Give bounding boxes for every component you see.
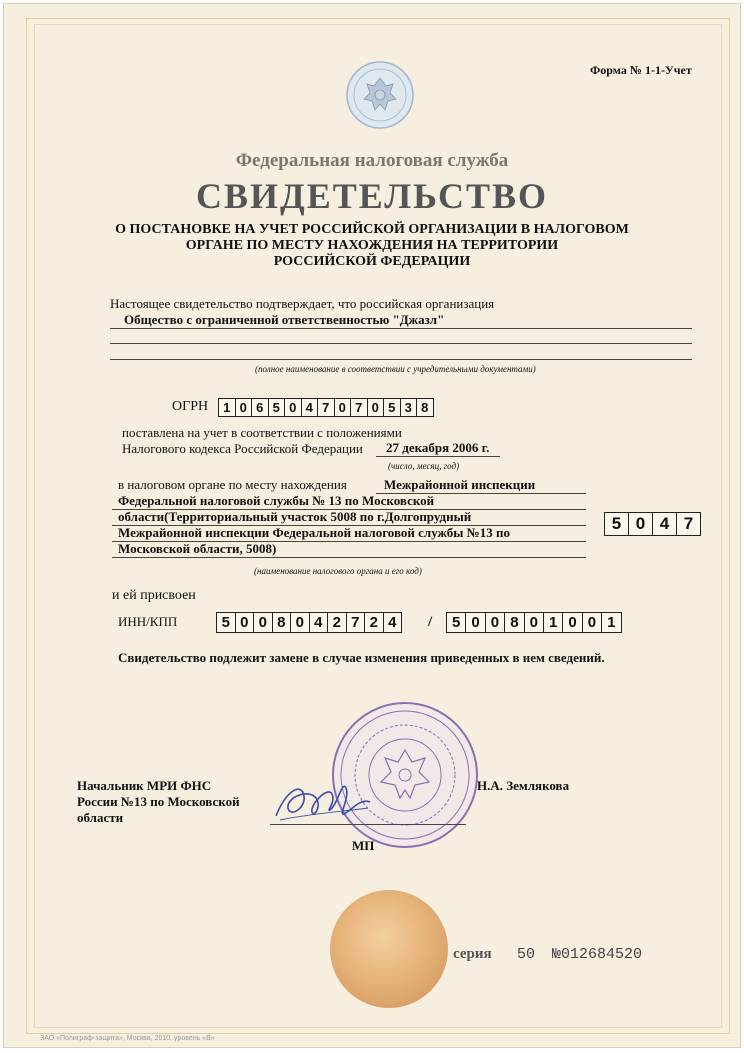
- inn-digit: 2: [328, 613, 347, 632]
- ogrn-digit: 8: [421, 400, 429, 415]
- inn-digit: 8: [273, 613, 292, 632]
- inn-digit: 0: [236, 613, 255, 632]
- series-label: серия: [453, 946, 492, 962]
- tax-organ-line-1: Межрайонной инспекции: [384, 477, 536, 492]
- handwritten-signature: [268, 768, 378, 830]
- underline: [110, 328, 692, 329]
- tax-organ-line-4: Межрайонной инспекции Федеральной налоговой службы №13 по: [118, 525, 510, 540]
- ogrn-digit: 7: [351, 399, 368, 416]
- organ-code-digit: 5: [605, 513, 629, 535]
- service-name: Федеральная налоговая служба: [235, 150, 509, 171]
- emblem-hologram-icon: [345, 60, 415, 130]
- ogrn-digit: 0: [285, 399, 302, 416]
- replacement-notice: Свидетельство подлежит замене в случае изменения приведенных в нем сведений.: [118, 650, 605, 665]
- organ-code-digit: 4: [653, 513, 677, 535]
- underline: [110, 343, 692, 344]
- ogrn-boxes: [218, 398, 434, 417]
- underline: [376, 456, 500, 457]
- kpp-digit: 0: [563, 613, 582, 632]
- location-label: в налоговом органе по месту нахождения: [118, 477, 347, 492]
- organ-code-digit: 0: [629, 513, 653, 535]
- inn-digit: 0: [291, 613, 310, 632]
- printer-footer: ЗАО «Полиграф-защита», Москва, 2010, уровень «В»: [40, 1035, 215, 1042]
- inn-kpp-separator: /: [428, 614, 433, 630]
- ogrn-digit: 0: [236, 399, 253, 416]
- registered-text-2: Налогового кодекса Российской Федерации: [122, 441, 363, 456]
- intro-text: Настоящее свидетельство подтверждает, что российская организация: [110, 296, 495, 311]
- kpp-digit: 8: [505, 613, 524, 632]
- inn-digit: 0: [254, 613, 273, 632]
- kpp-digit: 0: [583, 613, 602, 632]
- stamp-place-label: МП: [352, 838, 375, 853]
- kpp-digit: 1: [607, 614, 616, 631]
- inn-digit: 4: [388, 614, 397, 631]
- ogrn-digit: 6: [252, 399, 269, 416]
- registered-text-1: поставлена на учет в соответствии с положениями: [122, 425, 402, 440]
- date-note: (число, месяц, год): [388, 461, 460, 471]
- inn-digit: 5: [217, 613, 236, 632]
- assigned-text: и ей присвоен: [112, 588, 196, 603]
- ogrn-digit: 5: [269, 399, 286, 416]
- ogrn-digit: 4: [302, 399, 319, 416]
- inn-digit: 2: [365, 613, 384, 632]
- ogrn-digit: 7: [318, 399, 335, 416]
- underline: [110, 359, 692, 360]
- underline: [112, 557, 586, 558]
- ogrn-digit: 1: [219, 399, 236, 416]
- subtitle-line-1: О ПОСТАНОВКЕ НА УЧЕТ РОССИЙСКОЙ ОРГАНИЗАЦИИ В НАЛОГОВОМ: [115, 222, 629, 237]
- subtitle-line-3: РОССИЙСКОЙ ФЕДЕРАЦИИ: [273, 254, 471, 269]
- subtitle-line-2: ОРГАНЕ ПО МЕСТУ НАХОЖДЕНИЯ НА ТЕРРИТОРИИ: [185, 238, 559, 253]
- signer-position-2: России №13 по Московской: [77, 794, 240, 809]
- kpp-digit: 0: [466, 613, 485, 632]
- ogrn-digit: 3: [401, 399, 418, 416]
- ogrn-digit: 0: [335, 399, 352, 416]
- organ-code-boxes: [604, 512, 701, 536]
- kpp-digit: 0: [525, 613, 544, 632]
- ogrn-digit: 0: [368, 399, 385, 416]
- ogrn-digit: 5: [384, 399, 401, 416]
- kpp-boxes: [446, 612, 622, 633]
- document-title: СВИДЕТЕЛЬСТВО: [195, 176, 549, 216]
- document-number: №012684520: [552, 946, 643, 963]
- signer-position-3: области: [77, 810, 124, 825]
- tax-organ-line-3: области(Территориальный участок 5008 по г.Долгопрудный: [118, 509, 472, 524]
- organ-note: (наименование налогового органа и его код): [254, 566, 422, 576]
- registration-date: 27 декабря 2006 г.: [386, 440, 490, 455]
- form-number: Форма № 1-1-Учет: [590, 63, 692, 77]
- gold-foil-seal: [330, 890, 448, 1008]
- signer-position-1: Начальник МРИ ФНС: [77, 778, 212, 793]
- organization-name: Общество с ограниченной ответственностью "Джазл": [124, 312, 445, 327]
- kpp-digit: 0: [486, 613, 505, 632]
- organ-code-digit: 7: [683, 514, 694, 533]
- inn-digit: 4: [310, 613, 329, 632]
- ogrn-label: ОГРН: [172, 399, 209, 414]
- kpp-digit: 1: [544, 613, 563, 632]
- inn-kpp-label: ИНН/КПП: [118, 614, 178, 629]
- tax-organ-line-2: Федеральной налоговой службы № 13 по Московской: [118, 493, 435, 508]
- tax-organ-line-5: Московской области, 5008): [118, 541, 277, 556]
- signer-name: Н.А. Землякова: [477, 778, 570, 793]
- kpp-digit: 5: [447, 613, 466, 632]
- inn-digit: 7: [347, 613, 366, 632]
- series-number: 50: [517, 946, 536, 963]
- inn-boxes: [216, 612, 402, 633]
- org-name-note: (полное наименование в соответствии с учредительными документами): [255, 364, 536, 374]
